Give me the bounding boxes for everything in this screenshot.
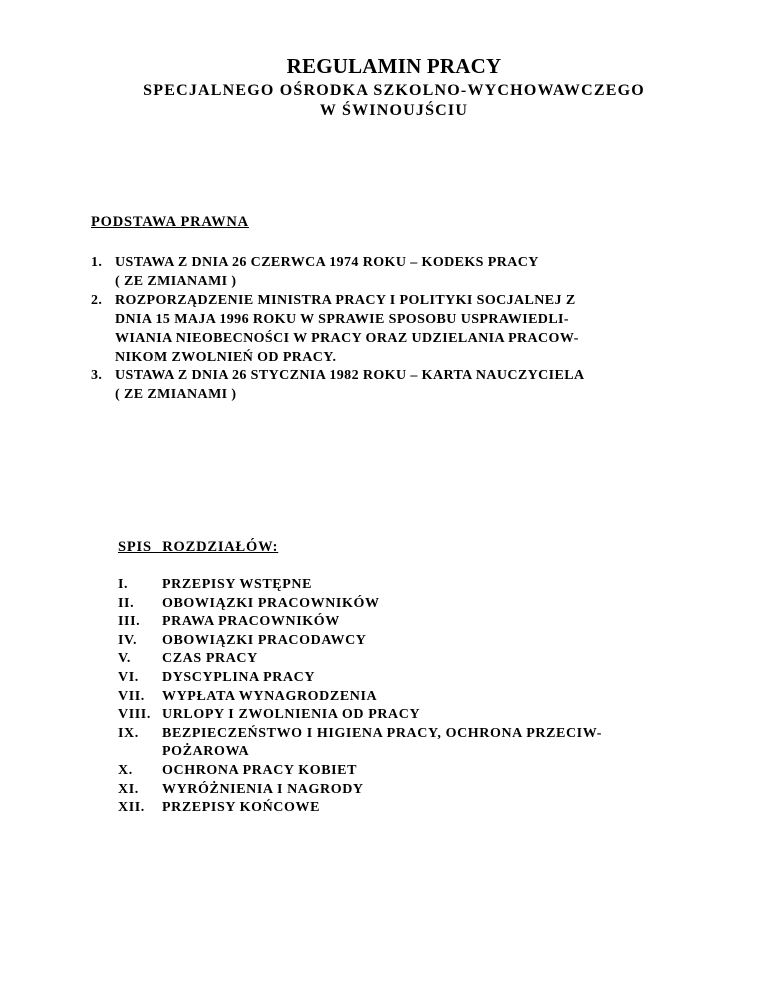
toc-item-title: PRAWA PRACOWNIKÓW (162, 614, 340, 630)
toc-item (118, 650, 718, 669)
toc-item-title: CZAS PRACY (162, 651, 258, 667)
toc-item (118, 799, 718, 818)
page-title: REGULAMIN PRACY (286, 54, 502, 78)
list-item-number: 2. (91, 292, 103, 308)
toc-item (118, 725, 718, 762)
toc-item (118, 576, 718, 595)
toc-item-title: BEZPIECZEŃSTWO I HIGIENA PRACY, OCHRONA PRZECIW- POŻAROWA (162, 725, 603, 760)
toc-item (118, 613, 718, 632)
toc-item-title: URLOPY I ZWOLNIENIA OD PRACY (162, 707, 421, 723)
toc-item-title: OCHRONA PRACY KOBIET (162, 762, 358, 778)
toc-item-numeral: X. (118, 762, 133, 778)
list-item-number: 1. (91, 255, 103, 270)
toc-item-title: OBOWIĄZKI PRACOWNIKÓW (162, 595, 380, 611)
list-item-text: ROZPORZĄDZENIE MINISTRA PRACY I POLITYKI SOCJALNEJ Z DNIA 15 MAJA 1996 ROKU W SPRAWIE SPOSOBU USPRAWIEDLI- WIANIA NIEOBECNOŚCI W PRACY ORAZ UDZIELANIA PRACOW- NIKOM ZWOLNIEŃ OD PRACY. (115, 292, 579, 365)
toc-item-numeral: VI. (118, 669, 139, 685)
toc-item-numeral: XI. (118, 781, 139, 797)
toc-item-numeral: V. (118, 651, 132, 667)
subtitle-location: W ŚWINOUJŚCIU (319, 102, 469, 119)
toc-item-numeral: III. (118, 614, 141, 630)
toc-item (118, 669, 718, 688)
list-item-number: 3. (91, 368, 103, 384)
toc-item (118, 632, 718, 651)
toc-item (118, 688, 718, 707)
toc-item-title: OBOWIĄZKI PRACODAWCY (162, 632, 367, 648)
toc-item-title: PRZEPISY KOŃCOWE (162, 800, 321, 816)
legal-basis-list (91, 254, 731, 405)
toc-item (118, 595, 718, 614)
subtitle-institution: SPECJALNEGO OŚRODKA SZKOLNO-WYCHOWAWCZEGO (143, 82, 645, 99)
toc-item-numeral: I. (118, 577, 129, 592)
toc-item (118, 706, 718, 725)
toc-item-numeral: VII. (118, 688, 145, 704)
toc-item-title: DYSCYPLINA PRACY (162, 669, 316, 685)
toc-item-numeral: XII. (118, 800, 145, 816)
list-item (91, 367, 731, 405)
toc-item-numeral: IV. (118, 632, 138, 648)
toc-heading: SPIS ROZDZIAŁÓW: (118, 539, 279, 555)
toc-item (118, 762, 718, 781)
toc-item-title: PRZEPISY WSTĘPNE (162, 577, 313, 592)
toc-item-numeral: II. (118, 595, 135, 611)
list-item-text: USTAWA Z DNIA 26 CZERWCA 1974 ROKU – KODEKS PRACY ( ZE ZMIANAMI ) (115, 255, 539, 289)
legal-basis-heading: PODSTAWA PRAWNA (91, 214, 249, 230)
toc-list (118, 576, 718, 818)
toc-item-title: WYPŁATA WYNAGRODZENIA (162, 688, 378, 704)
list-item (91, 292, 731, 368)
list-item (91, 254, 731, 292)
list-item-text: USTAWA Z DNIA 26 STYCZNIA 1982 ROKU – KARTA NAUCZYCIELA ( ZE ZMIANAMI ) (115, 368, 585, 403)
toc-item-title: WYRÓŻNIENIA I NAGRODY (162, 781, 364, 797)
toc-item-numeral: IX. (118, 725, 139, 741)
toc-item-numeral: VIII. (118, 707, 151, 723)
toc-item (118, 781, 718, 800)
